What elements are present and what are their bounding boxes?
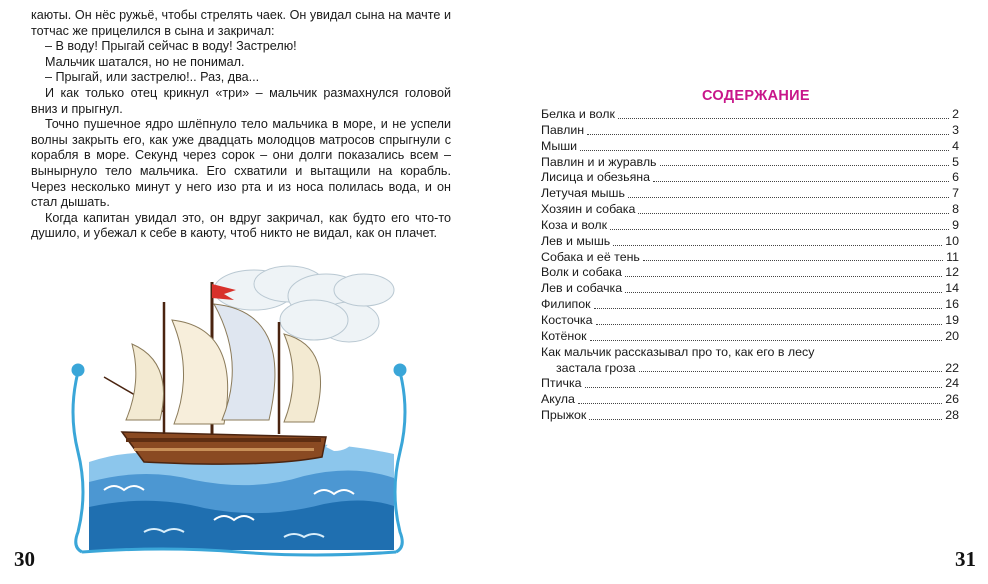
dot-leader	[628, 196, 949, 198]
dot-leader	[638, 212, 949, 214]
toc-entry-title: Волк и собака	[541, 265, 622, 280]
toc-entry-page: 9	[952, 217, 959, 232]
toc-entry-title: Котёнок	[541, 328, 587, 343]
right-page	[494, 0, 988, 584]
toc-entry[interactable]	[541, 250, 959, 266]
story-paragraph: Мальчик шатался, но не понимал.	[45, 54, 245, 69]
toc-entry-title: Павлин и и журавль	[541, 154, 657, 169]
toc-entry-page: 19	[945, 312, 959, 327]
toc-entry-page: 14	[945, 281, 959, 296]
dot-leader	[590, 339, 943, 341]
toc-entry-title: Как мальчик рассказывал про то, как его в лесу	[541, 344, 815, 359]
toc-entry[interactable]	[541, 139, 959, 155]
toc-entry-title: Акула	[541, 392, 575, 407]
toc-entry[interactable]	[541, 329, 959, 345]
toc-entry[interactable]	[541, 202, 959, 218]
toc-entry-title: Косточка	[541, 312, 593, 327]
story-paragraph: И как только отец крикнул «три» – мальчик размахнулся головой вниз и прыгнул.	[31, 85, 451, 116]
dot-leader	[587, 133, 949, 135]
toc-entry-title: Летучая мышь	[541, 186, 625, 201]
toc-entry-title-continuation: застала гроза	[556, 360, 636, 375]
toc-entry-page: 20	[945, 328, 959, 343]
story-paragraph: – В воду! Прыгай сейчас в воду! Застрелю!	[45, 39, 297, 54]
page-number: 31	[955, 547, 976, 571]
toc-entry[interactable]	[541, 392, 959, 408]
toc-entry-title: Белка и волк	[541, 107, 615, 121]
toc-entry-page: 12	[945, 265, 959, 280]
dot-leader	[578, 402, 942, 404]
toc-entry-page: 24	[945, 376, 959, 391]
toc-entry-page: 10	[945, 233, 959, 248]
dot-leader	[639, 370, 943, 372]
dot-leader	[610, 228, 949, 230]
toc-entry-title: Мыши	[541, 138, 578, 153]
toc-entry-title: Хозяин и собака	[541, 202, 636, 217]
toc-entry-page: 3	[952, 122, 959, 137]
toc-entry-page: 16	[945, 297, 959, 312]
dot-leader	[625, 275, 942, 277]
toc-entry-page: 8	[952, 202, 959, 217]
toc-entry[interactable]	[541, 107, 959, 123]
dot-leader	[580, 149, 949, 151]
toc-entry[interactable]	[541, 297, 959, 313]
dot-leader	[594, 307, 943, 309]
dot-leader	[653, 180, 949, 182]
toc-entry-page: 5	[952, 154, 959, 169]
toc-heading: СОДЕРЖАНИЕ	[702, 88, 810, 104]
toc-entry[interactable]	[541, 408, 959, 424]
ship-illustration	[64, 262, 414, 562]
dot-leader	[596, 323, 943, 325]
toc-entry[interactable]	[541, 155, 959, 171]
toc-entry-title: Птичка	[541, 376, 582, 391]
dot-leader	[643, 259, 943, 261]
toc-entry-page: 6	[952, 170, 959, 185]
toc-entry-title: Филипок	[541, 297, 591, 312]
toc-entry[interactable]	[541, 123, 959, 139]
toc-entry-page: 4	[952, 138, 959, 153]
toc-entry[interactable]	[541, 265, 959, 281]
toc-entry-title: Коза и волк	[541, 217, 608, 232]
toc-entry-page: 22	[945, 360, 959, 375]
dot-leader	[660, 164, 950, 166]
toc-entry-title: Павлин	[541, 122, 585, 137]
story-paragraph: каюты. Он нёс ружьё, чтобы стрелять чаек. Он увидал сына на мачте и тотчас же прицелился в сына и закричал:	[31, 8, 451, 38]
toc-entry-page: 26	[945, 392, 959, 407]
toc-entry[interactable]	[541, 281, 959, 297]
toc-entry-title: Лев и собачка	[541, 281, 623, 296]
toc-entry-title: Собака и её тень	[541, 249, 640, 264]
toc-entry-title: Прыжок	[541, 408, 587, 423]
toc-entry-page: 7	[952, 186, 959, 201]
toc-entry-page: 2	[952, 107, 959, 121]
toc-entry[interactable]	[541, 170, 959, 186]
toc-entry[interactable]	[541, 376, 959, 392]
toc-entry[interactable]	[541, 186, 959, 202]
story-text	[31, 8, 451, 242]
toc-entry-page: 28	[945, 408, 959, 423]
story-paragraph: Точно пушечное ядро шлёпнуло тело мальчика в море, и не успели волны закрыть его, как уже двадцать молодцов матросов спрыгнули с корабля в море. Секунд через сорок – они долги показались всем – вынырнуло тело мальчика. Его схватили и вытащили на корабль. Через несколько минут у него изо рта и из носа полилась вода, и он стал дышать.	[31, 117, 451, 210]
toc-entry-page: 11	[946, 249, 959, 264]
toc-entry[interactable]	[541, 218, 959, 234]
dot-leader	[613, 244, 942, 246]
page-number: 30	[14, 547, 35, 571]
toc-entry[interactable]	[541, 313, 959, 329]
toc-entry-title: Лев и мышь	[541, 233, 611, 248]
story-paragraph: – Прыгай, или застрелю!.. Раз, два...	[45, 70, 260, 85]
dot-leader	[589, 418, 942, 420]
toc-entry[interactable]	[541, 345, 959, 361]
table-of-contents	[541, 107, 959, 424]
dot-leader	[585, 386, 943, 388]
toc-entry-title: Лисица и обезьяна	[541, 170, 651, 185]
toc-entry[interactable]	[541, 234, 959, 250]
dot-leader	[625, 291, 942, 293]
dot-leader	[618, 117, 949, 119]
story-paragraph: Когда капитан увидал это, он вдруг закричал, как будто его что-то душило, и убежал к себе в каюту, чтоб никто не видал, как он плачет.	[31, 210, 451, 241]
toc-entry-continuation[interactable]	[541, 361, 959, 377]
